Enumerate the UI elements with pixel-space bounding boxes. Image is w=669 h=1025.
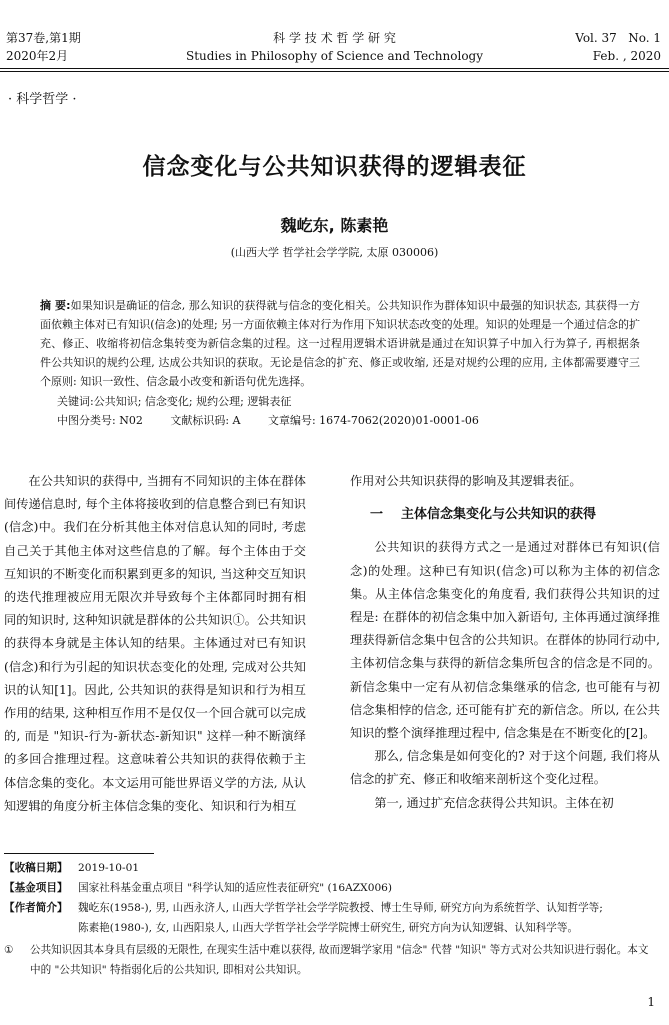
article-number: 文章编号: 1674-7062(2020)01-0001-06: [267, 414, 479, 427]
journal-title-cn: 科 学 技 术 哲 学 研 究: [273, 31, 396, 45]
section-tag: · 科学哲学 ·: [8, 92, 77, 107]
author-bio-label: 【作者简介】: [4, 902, 68, 914]
footnote-1: [4, 940, 659, 980]
keywords-text: 公共知识; 信念变化; 规约公理; 逻辑表征: [93, 395, 292, 408]
keywords: [57, 392, 647, 411]
body-paragraph: 公共知识的获得方式之一是通过对群体已有知识(信念)的处理。这种已有知识(信念)可以称为主体的初信念集。从主体信念集变化的角度看, 我们获得公共知识的过程是: 在群体的初信念集中加入新语句, 主体再通过演绎推理获得新信念集中包含的公共知识。在群体的协同行动中, 主体初信念集与获得的新信念集所包含的信念是不同的。新信念集中一定有从初信念集继承的信念, 也可能有与初信念集相悖的信念, 还可能有扩充的新信念。所以, 在公共知识的整个演绎推理过程中, 信念集是在不断变化的[2]。: [350, 540, 660, 741]
author-bio-1: 魏屹东(1958-), 男, 山西永济人, 山西大学哲学社会学学院教授、博士生导师, 研究方向为系统哲学、认知哲学等;: [78, 902, 603, 914]
keywords-label: 关键词:: [57, 395, 94, 408]
clc-number: 中图分类号: N02: [57, 414, 143, 427]
author-bio-row: [4, 898, 659, 938]
document-code: 文献标识码: A: [170, 414, 241, 427]
journal-volume-en: Vol. 37 No. 1: [575, 31, 661, 45]
journal-volume-issue: 第37卷,第1期: [6, 31, 81, 45]
article-authors: 魏屹东, 陈素艳: [280, 216, 389, 235]
journal-date: 2020年2月: [6, 49, 69, 63]
journal-title-en: Studies in Philosophy of Science and Technology: [185, 49, 484, 63]
footnote-rule: [4, 853, 154, 854]
fund-label: 【基金项目】: [4, 882, 68, 894]
body-paragraph: 作用对公共知识获得的影响及其逻辑表征。: [350, 474, 582, 488]
section-title: 主体信念集变化与公共知识的获得: [401, 507, 597, 523]
abstract-text: 如果知识是确证的信念, 那么知识的获得就与信念的变化相关。公共知识作为群体知识中最强的知识状态, 其获得一方面依赖主体对已有知识(信念)的处理; 另一方面依赖主体对行为作用下知识状态改变的处理。知识的处理是一个通过信念的扩充、修正、收缩将初信念集转变为新信念集的过程。这一过程用逻辑术语讲就是通过在知识算子中加入行为算子, 再根据条件公共知识的规约公理, 达成公共知识的获取。无论是信念的扩充、修正或收缩, 还是对规约公理的应用, 主体都需要遵守三个原则: 知识一致性、信念最小改变和新语句优先选择。: [40, 299, 640, 388]
body-right-column: [350, 470, 660, 815]
body-paragraph: 在公共知识的获得中, 当拥有不同知识的主体在群体间传递信息时, 每个主体将接收到的信息整合到已有知识(信念)中。我们在分析其他主体对信息认知的同时, 考虑自己关于其他主体对这些信息的了解。每个主体由于交互知识的不断变化而积累到更多的知识, 当这种交互知识的迭代推理被应用无限次并导致每个主体都同时拥有相同的知识时, 这种知识就是群体的公共知识①。公共知识的获得本身就是主体认知的结果。主体通过对已有知识(信念)和行为引起的知识状态变化的处理, 完成对公共知识的认知[1]。因此, 公共知识的获得是知识和行为相互作用的结果, 这种相互作用不是仅仅一个回合就可以完成的, 而是 "知识-行为-新状态-新知识" 这样一种不断演绎的多回合推理过程。这意味着公共知识的获得依赖于主体信念集的变化。本文运用可能世界语义学的方法, 从认知逻辑的角度分析主体信念集的变化、知识和行为相互: [4, 474, 306, 813]
body-left-column: [4, 470, 306, 818]
received-label: 【收稿日期】: [4, 862, 68, 874]
received-date-row: [4, 858, 659, 878]
header-rule-bottom: [0, 71, 669, 72]
section-number: 一: [370, 507, 384, 523]
footnote-marker: ①: [4, 944, 14, 956]
author-bio-2: 陈素艳(1980-), 女, 山西阳泉人, 山西大学哲学社会学学院博士研究生, 研究方向为认知逻辑、认知科学等。: [78, 922, 579, 934]
header-rule-top: [0, 68, 669, 69]
article-title: 信念变化与公共知识获得的逻辑表征: [142, 154, 527, 180]
classification-line: [57, 411, 647, 430]
journal-date-en: Feb. , 2020: [592, 49, 661, 63]
body-paragraph: 第一, 通过扩充信念获得公共知识。主体在初: [374, 795, 614, 810]
abstract: [40, 296, 640, 391]
page-number: 1: [647, 995, 655, 1009]
fund-row: [4, 878, 659, 898]
body-paragraph: 那么, 信念集是如何变化的? 对于这个问题, 我们将从信念的扩充、修正和收缩来剖析这个变化过程。: [350, 749, 660, 787]
author-bio-values: [78, 898, 659, 938]
received-value: 2019-10-01: [78, 862, 140, 874]
footnotes: [4, 858, 659, 980]
section-heading: [350, 503, 660, 526]
footnote-text: 公共知识因其本身具有层级的无限性, 在现实生活中难以获得, 故而逻辑学家用 "信念" 代替 "知识" 等方式对公共知识进行弱化。本文中的 "公共知识" 特指弱化后的公共知识, 即相对公共知识。: [30, 944, 649, 976]
fund-value: 国家社科基金重点项目 "科学认知的适应性表征研究" (16AZX006): [78, 882, 393, 894]
author-affiliation: (山西大学 哲学社会学学院, 太原 030006): [230, 246, 439, 259]
abstract-label: 摘 要:: [40, 299, 71, 312]
